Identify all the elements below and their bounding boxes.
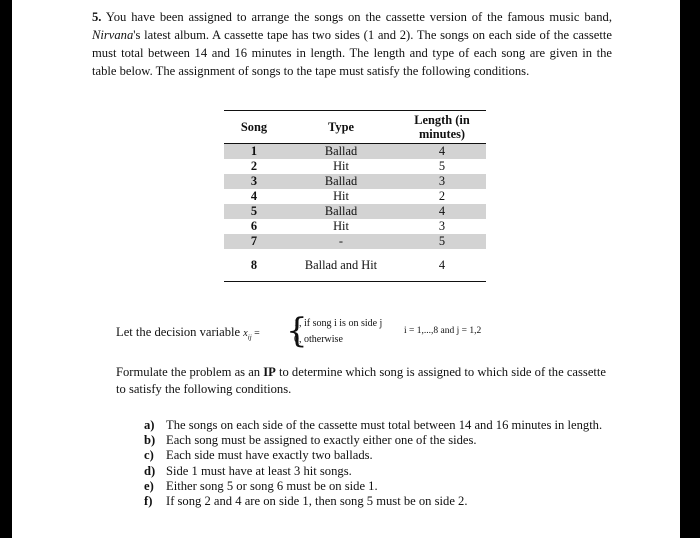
index-range: i = 1,...,8 and j = 1,2: [404, 326, 482, 336]
song-type: Hit: [333, 219, 349, 234]
song-number: 8: [250, 257, 258, 272]
list-item: [144, 448, 604, 463]
song-type: Hit: [333, 189, 349, 204]
condition-text: Each side must have exactly two ballads.: [166, 448, 373, 463]
condition-label: d): [144, 463, 156, 478]
song-length: 3: [438, 219, 446, 234]
header-type: Type: [284, 111, 398, 144]
var-x: x: [243, 328, 248, 339]
condition-text: The songs on each side of the cassette must total between 14 and 16 minutes in length.: [166, 418, 603, 432]
condition-text: Side 1 must have at least 3 hit songs.: [166, 463, 352, 478]
song-type: Ballad: [284, 204, 398, 219]
table-row: [224, 249, 486, 282]
table-row: [224, 159, 486, 174]
condition-text: Each song must be assigned to exactly either one of the sides.: [166, 433, 477, 448]
var-subscript: ij: [247, 333, 252, 342]
song-number: 4: [250, 189, 258, 204]
song-length: 3: [398, 174, 486, 189]
definition-lead: Let the decision variable $x_{ij}$ =: [116, 325, 260, 342]
song-number: 3: [224, 174, 284, 189]
song-type: Ballad: [284, 144, 398, 160]
condition-text: Either song 5 or song 6 must be on side 1.: [166, 478, 378, 493]
decision-variable-definition: [116, 311, 636, 351]
header-length: Length (in minutes): [398, 111, 486, 144]
case-two: 0, otherwise: [294, 334, 343, 345]
song-number: 5: [224, 204, 284, 219]
song-length: 4: [438, 257, 446, 272]
list-item: [144, 418, 604, 433]
list-item: [144, 464, 604, 479]
condition-text: If song 2 and 4 are on side 1, then song 5 must be on side 2.: [166, 494, 468, 509]
table-row: [224, 144, 486, 160]
songs-table: [224, 110, 486, 282]
var-equals: =: [251, 328, 260, 339]
song-length: 2: [438, 189, 446, 204]
document-page: [12, 0, 680, 538]
table-row: [224, 219, 486, 234]
condition-label: e): [144, 478, 154, 493]
song-type: Ballad and Hit: [304, 257, 378, 272]
problem-text-after: 's latest album. A cassette tape has two sides (1 and 2). The songs on each side of the cassette must total between 14 and 16 minutes in length. The length and type of each song are given in the table below. The assignment of songs to the tape must satisfy the following conditions.: [92, 28, 612, 78]
case-one: 1, if song i is on side j: [294, 318, 383, 329]
song-number: 1: [224, 144, 284, 160]
conditions-list: [144, 418, 604, 509]
table-row: [224, 234, 486, 249]
band-name: Nirvana: [92, 28, 134, 42]
header-song: Song: [224, 111, 284, 144]
table-row: [224, 174, 486, 189]
song-type: -: [284, 234, 398, 249]
condition-label: c): [144, 448, 154, 463]
problem-statement: [92, 8, 612, 80]
list-item: [144, 479, 604, 494]
problem-text-before: You have been assigned to arrange the songs on the cassette version of the famous music band,: [101, 10, 612, 24]
song-number: 7: [224, 234, 284, 249]
song-type: Hit: [333, 159, 349, 174]
table-row: [224, 189, 486, 204]
problem-number: 5.: [92, 10, 102, 24]
song-length: 5: [398, 234, 486, 249]
list-item: [144, 433, 604, 448]
list-item: [144, 494, 604, 509]
formulate-instruction: Formulate the problem as an IP to determine which song is assigned to which side of the cassette to satisfy the following conditions.: [116, 365, 607, 396]
song-type: Ballad: [284, 174, 398, 189]
condition-label: b): [144, 433, 156, 448]
cases-brace: {: [286, 311, 308, 351]
song-number: 2: [250, 159, 258, 174]
song-length: 4: [398, 204, 486, 219]
song-length: 4: [398, 144, 486, 160]
table-row: [224, 204, 486, 219]
ip-term: IP: [263, 365, 276, 379]
condition-label: f): [144, 494, 153, 509]
song-number: 6: [250, 219, 258, 234]
song-length: 5: [438, 159, 446, 174]
condition-label: a): [144, 418, 155, 432]
table-header-row: [224, 111, 486, 144]
